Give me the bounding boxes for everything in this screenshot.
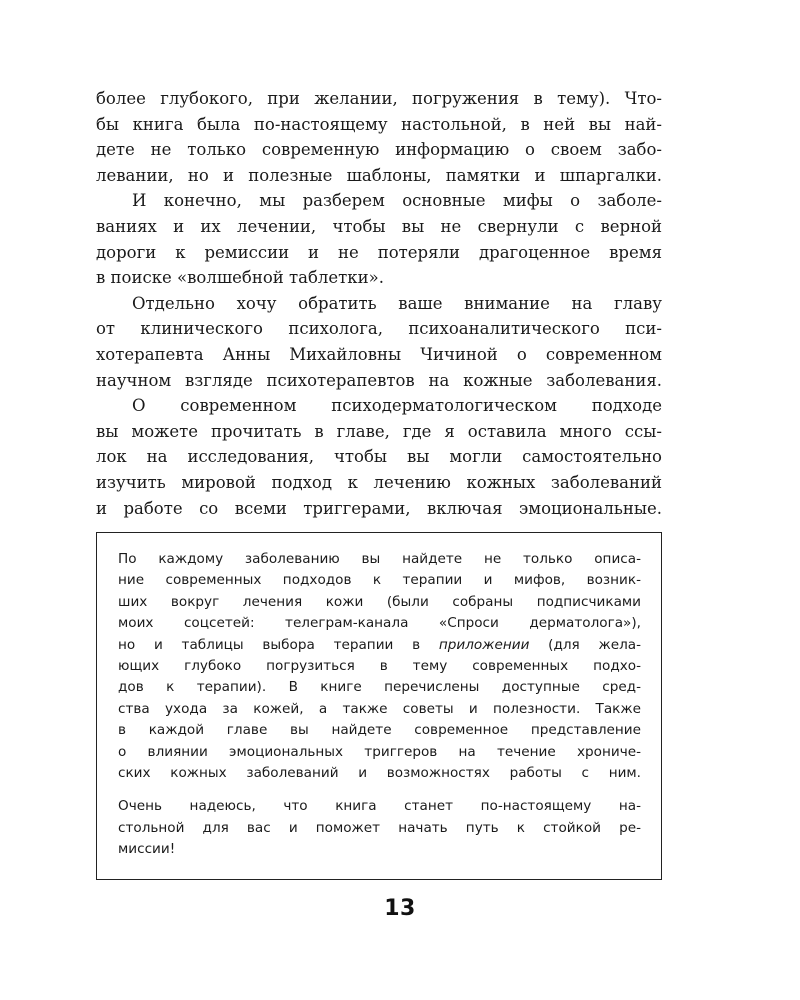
text-line: от клинического психолога, психоаналитического пси- bbox=[96, 319, 662, 339]
text-line: научном взгляде психотерапевтов на кожные заболевания. bbox=[96, 370, 662, 390]
text-line: более глубокого, при желании, погружения в тему). Что- bbox=[96, 89, 662, 108]
main-text bbox=[96, 86, 662, 521]
paragraph-4 bbox=[96, 393, 662, 521]
text-line: ваниях и их лечении, чтобы вы не свернули с верной bbox=[96, 216, 662, 236]
text-line: левании, но и полезные шаблоны, памятки и шпаргалки. bbox=[96, 165, 662, 185]
text-line: дов к терапии). В книге перечислены доступные сред- bbox=[118, 679, 641, 696]
text-line: О современном психодерматологическом подходе bbox=[132, 396, 662, 416]
text-fragment: (для жела- bbox=[529, 636, 641, 653]
text-line: лок на исследования, чтобы вы могли самостоятельно bbox=[96, 447, 662, 467]
text-line: ших вокруг лечения кожи (были собраны подписчиками bbox=[118, 593, 641, 610]
text-line: ние современных подходов к терапии и мифов, возник- bbox=[118, 572, 641, 589]
text-line: По каждому заболеванию вы найдете не только описа- bbox=[118, 551, 641, 567]
text-fragment: но и таблицы выбора терапии в bbox=[118, 636, 439, 653]
text-line: дороги к ремиссии и не потеряли драгоценное время bbox=[96, 242, 662, 262]
paragraph-3 bbox=[96, 291, 662, 393]
paragraph-2 bbox=[96, 188, 662, 290]
text-line: Очень надеюсь, что книга станет по-настоящему на- bbox=[118, 798, 641, 815]
text-line: в каждой главе вы найдете современное представление bbox=[118, 722, 641, 739]
text-line: дете не только современную информацию о своем забо- bbox=[96, 140, 662, 160]
callout-paragraph-2 bbox=[118, 796, 641, 860]
text-line: бы книга была по-настоящему настольной, в ней вы най- bbox=[96, 114, 662, 134]
emphasis-text: приложении bbox=[438, 636, 530, 653]
text-line: изучить мировой подход к лечению кожных заболеваний bbox=[96, 472, 662, 492]
text-line: стольной для вас и поможет начать путь к стойкой ре- bbox=[118, 819, 641, 836]
text-line: и работе со всеми триггерами, включая эмоциональные. bbox=[96, 498, 662, 518]
text-line: ских кожных заболеваний и возможностях работы с ним. bbox=[118, 765, 641, 782]
text-line: ющих глубоко погрузиться в тему современных подхо- bbox=[118, 658, 641, 675]
text-line: хотерапевта Анны Михайловны Чичиной о современном bbox=[96, 344, 662, 364]
text-line: И конечно, мы разберем основные мифы о заболе- bbox=[132, 191, 662, 211]
text-line: в поиске «волшебной таблетки». bbox=[96, 268, 384, 288]
text-line: Отдельно хочу обратить ваше внимание на главу bbox=[132, 293, 662, 313]
text-line: миссии! bbox=[118, 841, 176, 858]
text-line: о влиянии эмоциональных триггеров на течение хрониче- bbox=[118, 743, 641, 760]
text-line: вы можете прочитать в главе, где я оставила много ссы- bbox=[96, 421, 662, 441]
callout-paragraph-1 bbox=[118, 549, 641, 784]
callout-box bbox=[96, 532, 662, 880]
text-line: моих соцсетей: телеграм-канала «Спроси дерматолога»), bbox=[118, 615, 641, 632]
page-number: 13 bbox=[384, 896, 416, 921]
paragraph-1 bbox=[96, 86, 662, 188]
text-line bbox=[118, 635, 641, 656]
text-line: ства ухода за кожей, а также советы и полезности. Также bbox=[118, 700, 641, 717]
